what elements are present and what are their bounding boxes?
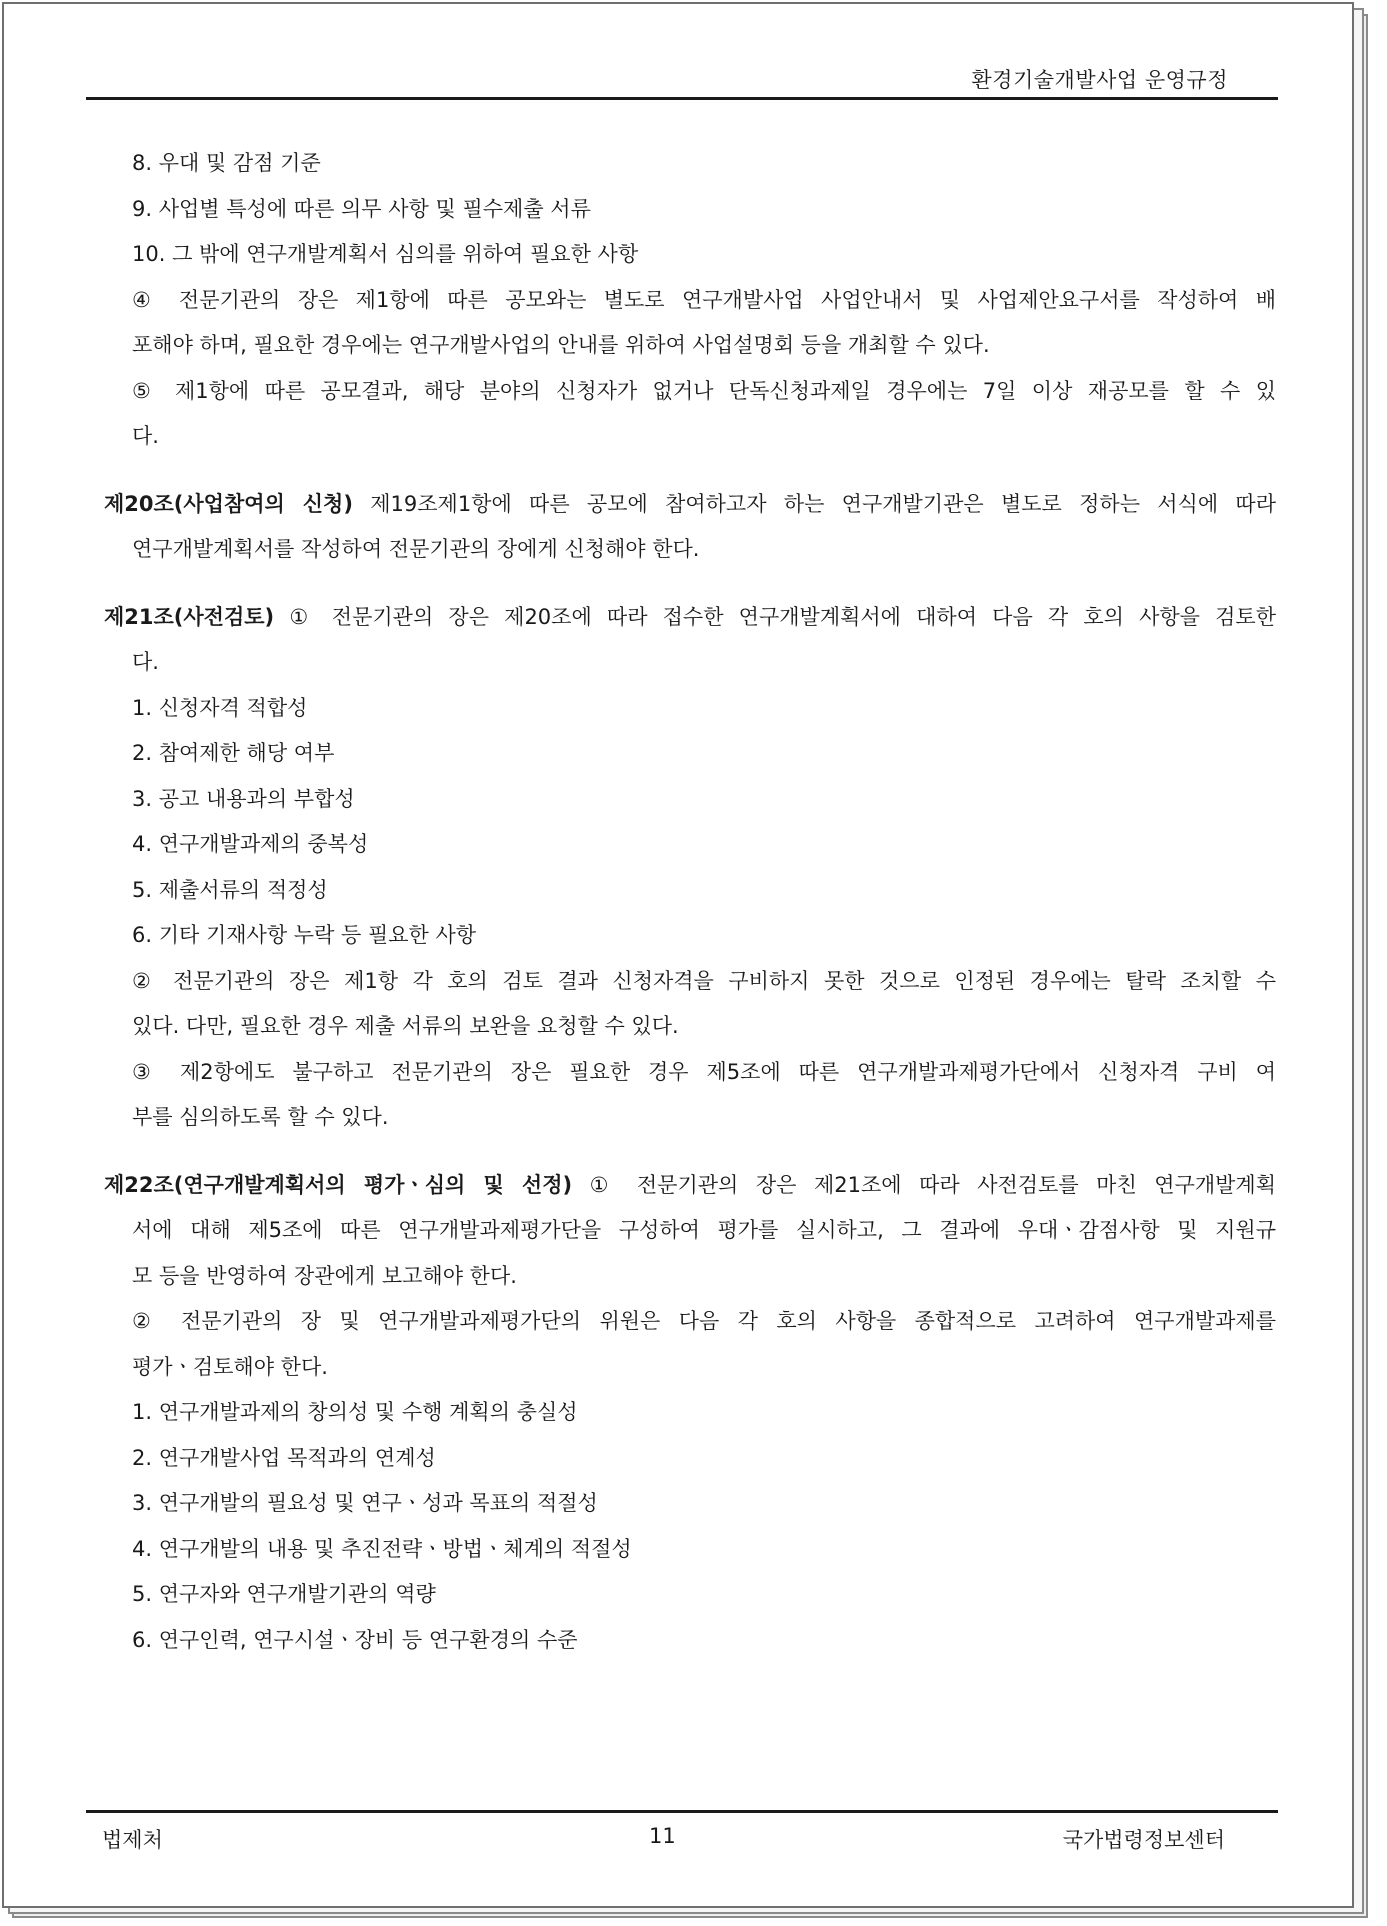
- document-page: [2, 2, 1354, 1908]
- footer-source: 법제처: [102, 1828, 163, 1852]
- list-item: 5. 연구자와 연구개발기관의 역량: [132, 1582, 436, 1606]
- list-item: 3. 공고 내용과의 부합성: [132, 786, 355, 811]
- spacer: [104, 573, 1276, 595]
- footer-rule: [86, 1810, 1278, 1813]
- paragraph-line: 평가ㆍ검토해야 한다.: [132, 1354, 328, 1379]
- article-20-text: 제19조제1항에 따른 공모에 참여하고자 하는 연구개발기관은 별도로 정하는 서식에 따라: [352, 491, 1277, 516]
- article-20: [104, 482, 1276, 528]
- paragraph-line: ② 전문기관의 장은 제1항 각 호의 검토 결과 신청자격을 구비하지 못한 것으로 인정된 경우에는 탈락 조치할 수: [132, 968, 1276, 993]
- paragraph-line: 있다. 다만, 필요한 경우 제출 서류의 보완을 요청할 수 있다.: [132, 1014, 679, 1038]
- article-22-text: ① 전문기관의 장은 제21조에 따라 사전검토를 마친 연구개발계획: [572, 1172, 1277, 1197]
- paragraph-line: 다.: [132, 650, 159, 674]
- list-item: 8. 우대 및 감점 기준: [132, 151, 321, 175]
- paragraph-line: ② 전문기관의 장 및 연구개발과제평가단의 위원은 다음 각 호의 사항을 종합적으로 고려하여 연구개발과제를: [132, 1309, 1276, 1333]
- article-22: [104, 1163, 1276, 1209]
- page-number: 11: [649, 1824, 676, 1848]
- article-21-text: ① 전문기관의 장은 제20조에 따라 접수한 연구개발계획서에 대하여 다음 각 호의 사항을 검토한: [274, 604, 1276, 629]
- spacer: [104, 460, 1276, 482]
- list-item: 10. 그 밖에 연구개발계획서 심의를 위하여 필요한 사항: [132, 242, 639, 266]
- list-item: 1. 신청자격 적합성: [132, 695, 308, 720]
- header-title: 환경기술개발사업 운영규정: [971, 68, 1228, 92]
- footer-publisher: 국가법령정보센터: [1062, 1828, 1225, 1852]
- paragraph-line: 서에 대해 제5조에 따른 연구개발과제평가단을 구성하여 평가를 실시하고, 그 결과에 우대ㆍ감점사항 및 지원규: [132, 1218, 1276, 1242]
- list-item: 6. 연구인력, 연구시설ㆍ장비 등 연구환경의 수준: [132, 1627, 578, 1652]
- list-item: 2. 연구개발사업 목적과의 연계성: [132, 1445, 436, 1470]
- article-22-heading: 제22조(연구개발계획서의 평가ㆍ심의 및 선정): [104, 1172, 573, 1197]
- list-item: 3. 연구개발의 필요성 및 연구ㆍ성과 목표의 적절성: [132, 1491, 598, 1515]
- paragraph-line: 모 등을 반영하여 장관에게 보고해야 한다.: [132, 1263, 517, 1288]
- spacer: [104, 1141, 1276, 1163]
- paragraph-line: 다.: [132, 424, 159, 448]
- paragraph-line: 부를 심의하도록 할 수 있다.: [132, 1105, 389, 1129]
- article-20-heading: 제20조(사업참여의 신청): [104, 491, 353, 516]
- header-rule: [86, 97, 1278, 100]
- article-21: [104, 595, 1276, 641]
- list-item: 4. 연구개발과제의 중복성: [132, 832, 369, 856]
- article-21-heading: 제21조(사전검토): [104, 604, 275, 629]
- paragraph-line: ⑤ 제1항에 따른 공모결과, 해당 분야의 신청자가 없거나 단독신청과제일 경우에는 7일 이상 재공모를 할 수 있: [132, 378, 1276, 403]
- paragraph-line: 연구개발계획서를 작성하여 전문기관의 장에게 신청해야 한다.: [132, 537, 700, 561]
- paragraph-line: ③ 제2항에도 불구하고 전문기관의 장은 필요한 경우 제5조에 따른 연구개발과제평가단에서 신청자격 구비 여: [132, 1059, 1276, 1084]
- list-item: 5. 제출서류의 적정성: [132, 877, 328, 902]
- list-item: 9. 사업별 특성에 따른 의무 사항 및 필수제출 서류: [132, 196, 591, 221]
- list-item: 6. 기타 기재사항 누락 등 필요한 사항: [132, 923, 477, 947]
- document-body: [104, 141, 1276, 1663]
- list-item: 2. 참여제한 해당 여부: [132, 741, 335, 765]
- paragraph-line: ④ 전문기관의 장은 제1항에 따른 공모와는 별도로 연구개발사업 사업안내서 및 사업제안요구서를 작성하여 배: [132, 287, 1276, 312]
- list-item: 4. 연구개발의 내용 및 추진전략ㆍ방법ㆍ체계의 적절성: [132, 1536, 632, 1561]
- paragraph-line: 포해야 하며, 필요한 경우에는 연구개발사업의 안내를 위하여 사업설명회 등을 개최할 수 있다.: [132, 333, 990, 357]
- list-item: 1. 연구개발과제의 창의성 및 수행 계획의 충실성: [132, 1400, 578, 1424]
